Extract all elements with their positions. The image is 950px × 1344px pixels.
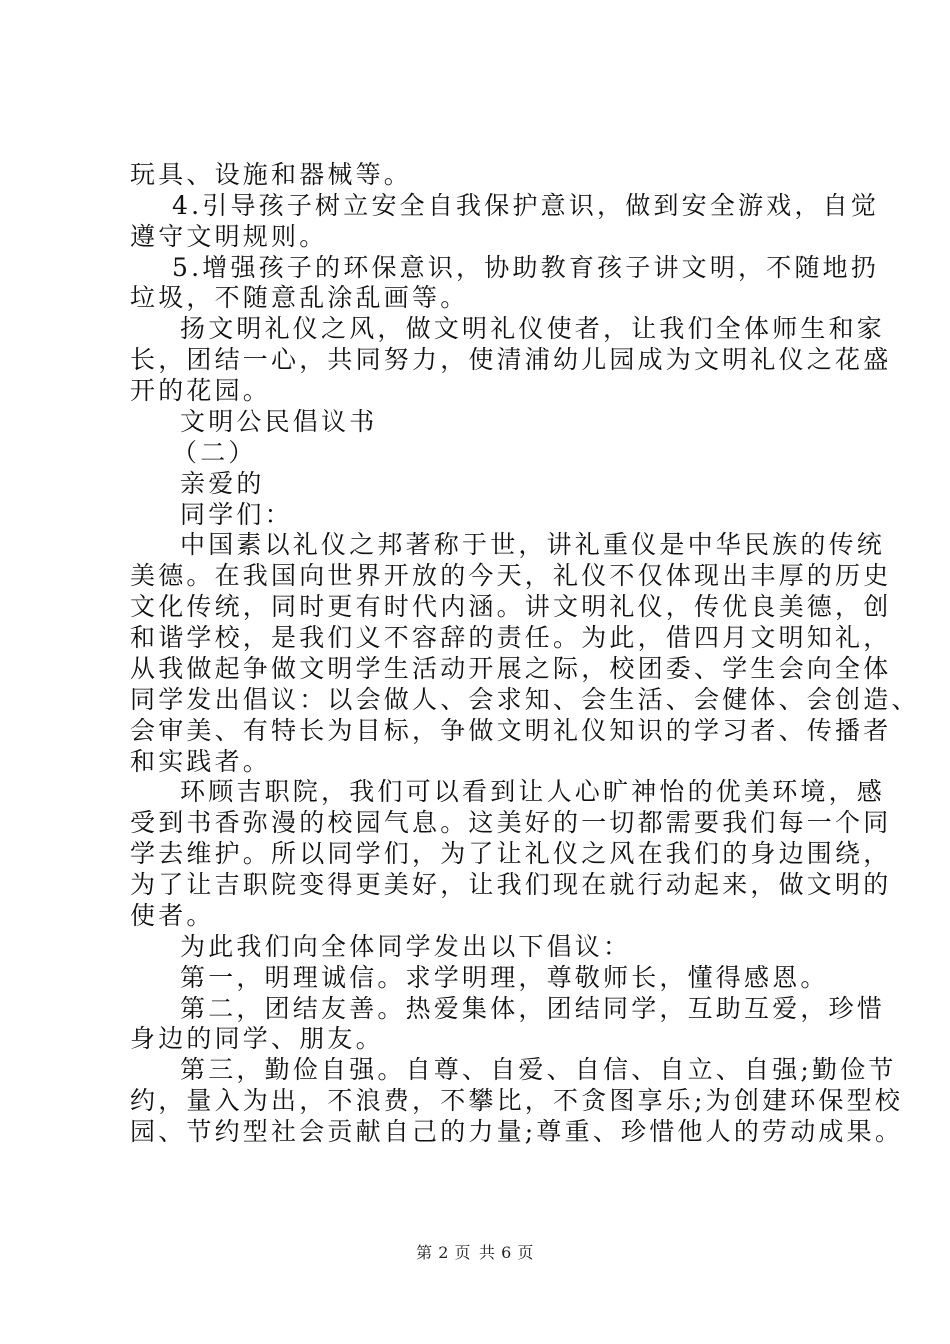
text-line: 为此我们向全体同学发出以下倡议： <box>180 932 632 961</box>
text-line: 为了让吉职院变得更美好，让我们现在就行动起来，做文明的 <box>130 870 892 899</box>
text-line: 5.增强孩子的环保意识，协助教育孩子讲文明，不随地扔 <box>172 253 880 282</box>
text-line: 身边的同学、朋友。 <box>130 1024 384 1053</box>
text-line: 第一，明理诚信。求学明理，尊敬师长，懂得感恩。 <box>180 963 829 992</box>
text-line: 垃圾，不随意乱涂乱画等。 <box>130 283 469 312</box>
text-line: 从我做起争做文明学生活动开展之际，校团委、学生会向全体 <box>130 654 892 683</box>
page-total: 共 6 页 <box>479 1243 534 1262</box>
text-line: 第三，勤俭自强。自尊、自爱、自信、自立、自强;勤俭节 <box>180 1055 897 1084</box>
text-line: （二） <box>172 438 257 467</box>
text-line: 第二，团结友善。热爱集体，团结同学，互助互爱，珍惜 <box>180 994 886 1023</box>
text-line: 美德。在我国向世界开放的今天，礼仪不仅体现出丰厚的历史 <box>130 561 892 590</box>
text-line: 4.引导孩子树立安全自我保护意识，做到安全游戏，自觉 <box>172 191 880 220</box>
text-line: 受到书香弥漫的校园气息。这美好的一切都需要我们每一个同 <box>130 808 892 837</box>
text-line: 园、节约型社会贡献自己的力量;尊重、珍惜他人的劳动成果。 <box>130 1117 904 1146</box>
text-line: 和谐学校，是我们义不容辞的责任。为此，借四月文明知礼， <box>130 623 892 652</box>
page-number: 第 2 页 <box>416 1243 471 1262</box>
text-line: 约，量入为出，不浪费，不攀比，不贪图享乐;为创建环保型校 <box>130 1086 904 1115</box>
text-line: 扬文明礼仪之风，做文明礼仪使者，让我们全体师生和家 <box>180 314 886 343</box>
text-line: 同学们： <box>180 500 293 529</box>
text-line: 环顾吉职院，我们可以看到让人心旷神怡的优美环境，感 <box>180 777 886 806</box>
text-line: 文化传统，同时更有时代内涵。讲文明礼仪，传优良美德，创 <box>130 592 892 621</box>
text-line: 亲爱的 <box>180 469 265 498</box>
text-line: 会审美、有特长为目标，争做文明礼仪知识的学习者、传播者 <box>130 716 892 745</box>
text-line: 文明公民倡议书 <box>180 407 378 436</box>
text-line: 和实践者。 <box>130 747 272 776</box>
text-line: 遵守文明规则。 <box>130 222 328 251</box>
text-line: 玩具、设施和器械等。 <box>130 160 413 189</box>
text-line: 同学发出倡议：以会做人、会求知、会生活、会健体、会创造、 <box>130 685 920 714</box>
text-line: 长，团结一心，共同努力，使清浦幼儿园成为文明礼仪之花盛 <box>130 345 892 374</box>
text-line: 学去维护。所以同学们，为了让礼仪之风在我们的身边围绕， <box>130 839 892 868</box>
text-line: 使者。 <box>130 901 215 930</box>
text-line: 中国素以礼仪之邦著称于世，讲礼重仪是中华民族的传统 <box>180 530 886 559</box>
page-footer <box>0 1243 950 1263</box>
text-line: 开的花园。 <box>130 376 272 405</box>
